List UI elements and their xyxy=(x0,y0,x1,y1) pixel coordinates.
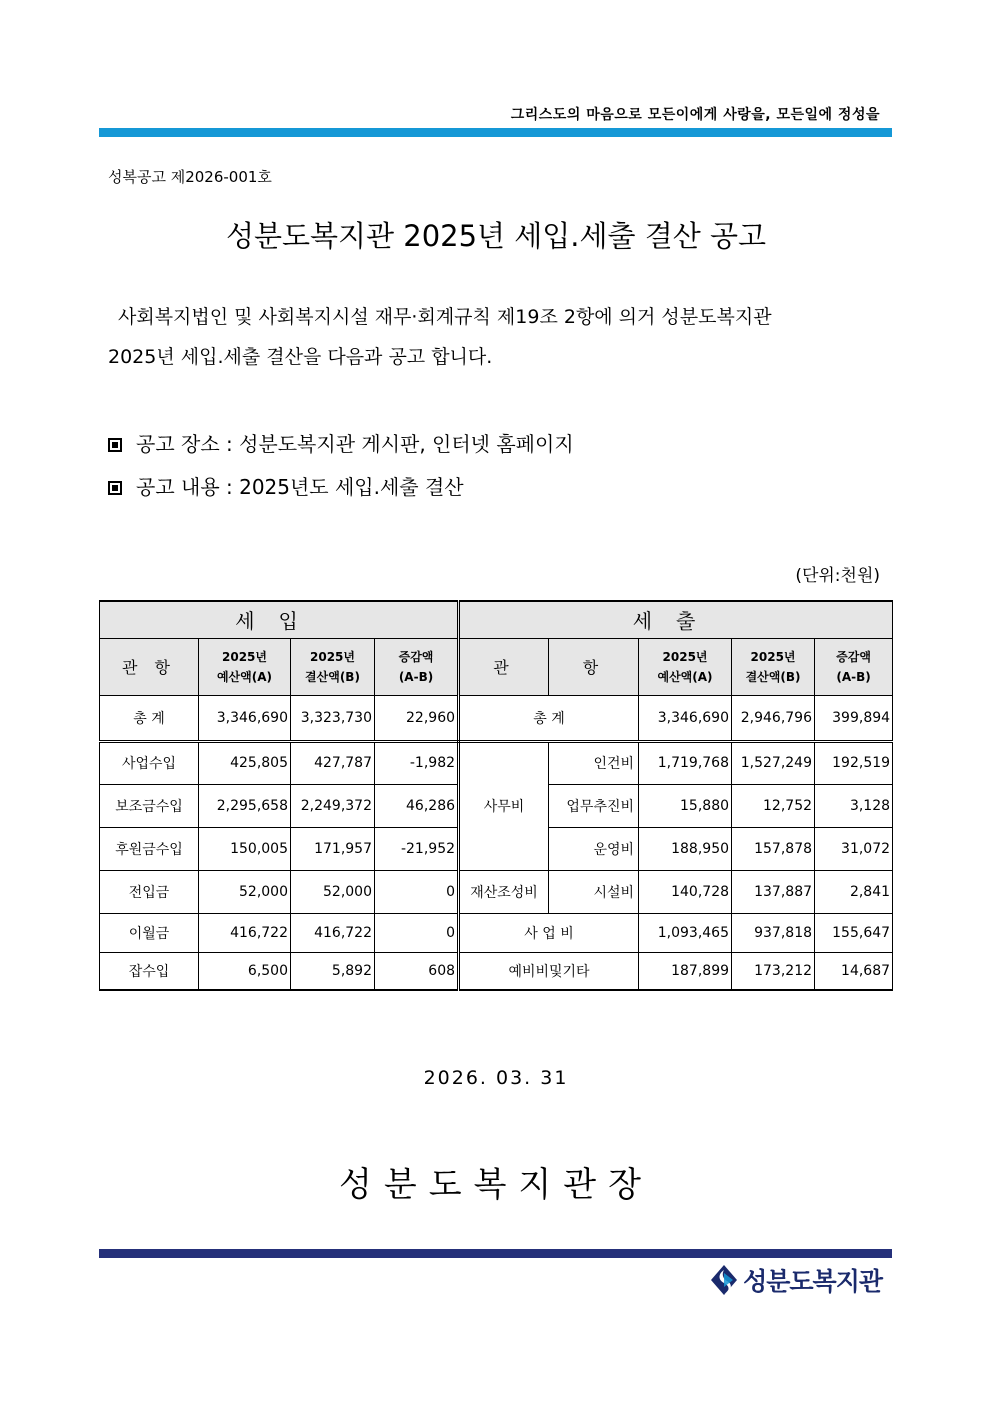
logo-text: 성분도복지관 xyxy=(743,1267,882,1296)
income-row-settle: 171,957 xyxy=(291,827,375,870)
income-row-budget: 6,500 xyxy=(199,952,291,990)
expense-row-diff: 2,841 xyxy=(815,870,893,913)
income-row-budget: 2,295,658 xyxy=(199,784,291,827)
expense-total-label: 총 계 xyxy=(459,695,639,741)
organization-logo xyxy=(709,1262,882,1298)
table-row xyxy=(100,741,893,784)
expense-row-diff: 14,687 xyxy=(815,952,893,990)
bullet-location xyxy=(108,428,574,457)
expense-group-capital: 재산조성비 xyxy=(459,870,549,913)
income-row-name: 이월금 xyxy=(100,913,199,952)
expense-row-settle: 137,887 xyxy=(732,870,815,913)
income-row-budget: 416,722 xyxy=(199,913,291,952)
expense-budget-header: 2025년 예산액(A) xyxy=(639,638,732,695)
logo-emblem-icon xyxy=(709,1264,739,1296)
expense-gwan-header: 관 xyxy=(459,638,549,695)
expense-row-budget: 1,093,465 xyxy=(639,913,732,952)
expense-row-name: 시설비 xyxy=(549,870,639,913)
income-row-diff: -1,982 xyxy=(375,741,459,784)
income-row-name: 전입금 xyxy=(100,870,199,913)
expense-total-settle: 2,946,796 xyxy=(732,695,815,741)
table-row xyxy=(100,913,893,952)
income-settle-header: 2025년 결산액(B) xyxy=(291,638,375,695)
expense-row-settle: 173,212 xyxy=(732,952,815,990)
expense-row-budget: 15,880 xyxy=(639,784,732,827)
expense-row-settle: 937,818 xyxy=(732,913,815,952)
income-row-budget: 52,000 xyxy=(199,870,291,913)
motto: 그리스도의 마음으로 모든이에게 사랑을, 모든일에 정성을 xyxy=(510,107,880,123)
expense-row-budget: 187,899 xyxy=(639,952,732,990)
table-row xyxy=(100,952,893,990)
expense-group-business: 사 업 비 xyxy=(459,913,639,952)
income-row-settle: 52,000 xyxy=(291,870,375,913)
bottom-accent-bar xyxy=(99,1249,892,1258)
intro-paragraph xyxy=(108,297,888,377)
income-total-budget: 3,346,690 xyxy=(199,695,291,741)
expense-hang-header: 항 xyxy=(549,638,639,695)
notice-date: 2026. 03. 31 xyxy=(423,1067,569,1089)
income-total-diff: 22,960 xyxy=(375,695,459,741)
income-row-settle: 5,892 xyxy=(291,952,375,990)
income-section-title: 세입 xyxy=(100,601,459,638)
income-row-name: 사업수입 xyxy=(100,741,199,784)
income-row-name: 후원금수입 xyxy=(100,827,199,870)
income-budget-header: 2025년 예산액(A) xyxy=(199,638,291,695)
income-row-budget: 425,805 xyxy=(199,741,291,784)
income-row-diff: 46,286 xyxy=(375,784,459,827)
expense-row-diff: 155,647 xyxy=(815,913,893,952)
intro-line-1: 사회복지법인 및 사회복지시설 재무·회계규칙 제19조 2항에 의거 성분도복지관 xyxy=(118,306,772,328)
expense-row-budget: 140,728 xyxy=(639,870,732,913)
unit-label: (단위:천원) xyxy=(795,566,880,586)
settlement-table xyxy=(99,600,893,991)
bullet-content xyxy=(108,471,464,500)
page-title: 성분도복지관 2025년 세입.세출 결산 공고 xyxy=(225,219,767,253)
expense-diff-header: 증감액 (A-B) xyxy=(815,638,893,695)
expense-row-settle: 1,527,249 xyxy=(732,741,815,784)
income-row-name: 보조금수입 xyxy=(100,784,199,827)
expense-row-name: 운영비 xyxy=(549,827,639,870)
bullet-content-text: 공고 내용 : 2025년도 세입.세출 결산 xyxy=(136,475,464,499)
notice-number: 성복공고 제2026-001호 xyxy=(108,168,272,186)
income-gwan-hang-header: 관 항 xyxy=(100,638,199,695)
expense-group-reserve: 예비비및기타 xyxy=(459,952,639,990)
square-bullet-icon xyxy=(108,481,122,495)
bullet-location-text: 공고 장소 : 성분도복지관 게시판, 인터넷 홈페이지 xyxy=(136,432,574,456)
intro-line-2: 2025년 세입.세출 결산을 다음과 공고 합니다. xyxy=(108,346,493,368)
income-row-diff: 0 xyxy=(375,870,459,913)
income-row-diff: 0 xyxy=(375,913,459,952)
income-row-settle: 2,249,372 xyxy=(291,784,375,827)
expense-row-name: 인건비 xyxy=(549,741,639,784)
expense-row-budget: 188,950 xyxy=(639,827,732,870)
expense-row-budget: 1,719,768 xyxy=(639,741,732,784)
expense-total-diff: 399,894 xyxy=(815,695,893,741)
income-row-settle: 427,787 xyxy=(291,741,375,784)
expense-row-name: 업무추진비 xyxy=(549,784,639,827)
expense-row-settle: 157,878 xyxy=(732,827,815,870)
income-row-settle: 416,722 xyxy=(291,913,375,952)
expense-total-budget: 3,346,690 xyxy=(639,695,732,741)
income-row-budget: 150,005 xyxy=(199,827,291,870)
expense-row-diff: 3,128 xyxy=(815,784,893,827)
expense-row-diff: 192,519 xyxy=(815,741,893,784)
director-signature: 성분도복지관장 xyxy=(339,1165,653,1205)
table-row xyxy=(100,870,893,913)
expense-row-diff: 31,072 xyxy=(815,827,893,870)
expense-section-title: 세출 xyxy=(459,601,893,638)
income-row-diff: -21,952 xyxy=(375,827,459,870)
expense-row-settle: 12,752 xyxy=(732,784,815,827)
income-total-label: 총 계 xyxy=(100,695,199,741)
expense-settle-header: 2025년 결산액(B) xyxy=(732,638,815,695)
income-total-settle: 3,323,730 xyxy=(291,695,375,741)
income-diff-header: 증감액 (A-B) xyxy=(375,638,459,695)
square-bullet-icon xyxy=(108,438,122,452)
top-accent-bar xyxy=(99,128,892,137)
income-row-diff: 608 xyxy=(375,952,459,990)
expense-group-office: 사무비 xyxy=(459,741,549,870)
income-row-name: 잡수입 xyxy=(100,952,199,990)
